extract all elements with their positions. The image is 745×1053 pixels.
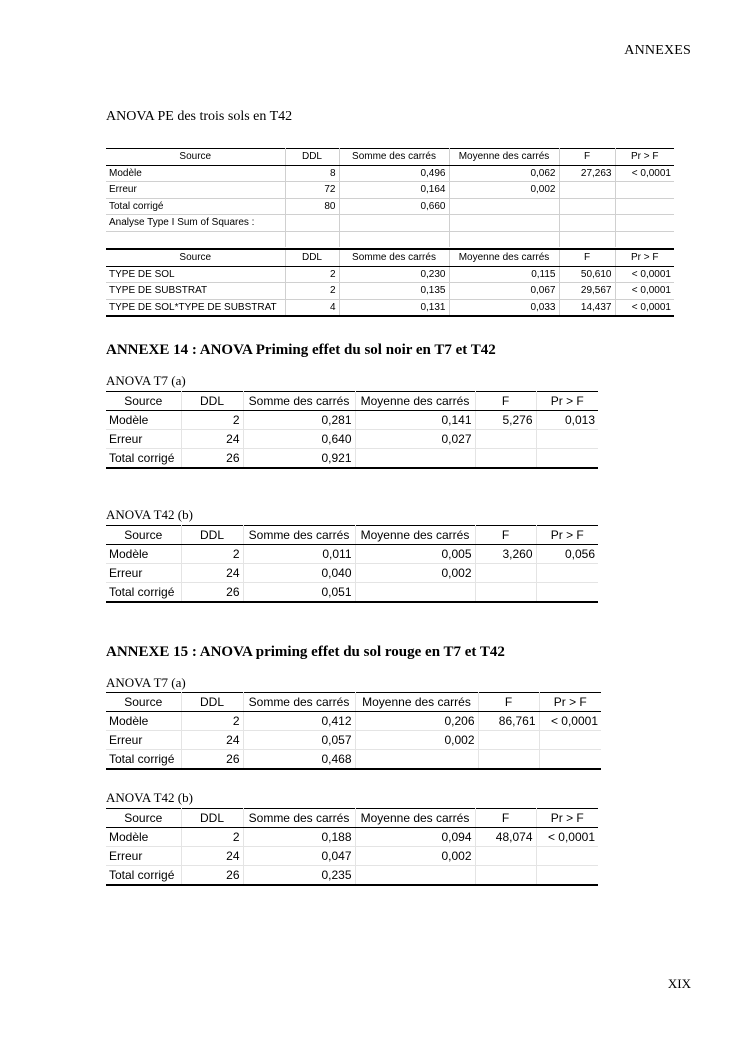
cell: < 0,0001 xyxy=(539,712,601,731)
cell: 0,660 xyxy=(339,198,449,215)
cell xyxy=(615,231,674,247)
table-row xyxy=(106,430,598,449)
cell: < 0,0001 xyxy=(615,283,674,300)
cell: 3,260 xyxy=(475,545,536,564)
cell: 2 xyxy=(285,283,339,300)
cell: 8 xyxy=(285,165,339,182)
col-header-pr: Pr > F xyxy=(536,809,598,828)
col-header-moyenne: Moyenne des carrés xyxy=(449,249,559,266)
analyse-type-label: Analyse Type I Sum of Squares : xyxy=(106,215,285,232)
annexe14-title: ANNEXE 14 : ANOVA Priming effet du sol noir en T7 et T42 xyxy=(106,342,496,358)
cell: Modèle xyxy=(106,545,181,564)
annexe15-caption-a: ANOVA T7 (a) xyxy=(106,675,186,690)
cell xyxy=(539,750,601,770)
annexe14-caption-a: ANOVA T7 (a) xyxy=(106,373,186,388)
annexe15-table-t7 xyxy=(106,692,601,770)
cell xyxy=(615,215,674,232)
cell: 4 xyxy=(285,299,339,316)
cell xyxy=(285,231,339,247)
col-header-ddl: DDL xyxy=(285,249,339,266)
cell: 29,567 xyxy=(559,283,615,300)
col-header-f: F xyxy=(475,809,536,828)
col-header-pr: Pr > F xyxy=(615,149,674,166)
annexe14-table-t7 xyxy=(106,391,598,469)
cell: 0,002 xyxy=(449,182,559,199)
cell: 80 xyxy=(285,198,339,215)
cell: Erreur xyxy=(106,731,181,750)
annexe14-table-t42 xyxy=(106,525,598,603)
cell xyxy=(106,231,285,247)
col-header-somme: Somme des carrés xyxy=(339,249,449,266)
cell: 72 xyxy=(285,182,339,199)
col-header-ddl: DDL xyxy=(181,526,243,545)
cell: 50,610 xyxy=(559,266,615,283)
cell: 24 xyxy=(181,731,243,750)
cell xyxy=(559,182,615,199)
table-row xyxy=(106,411,598,430)
col-header-source: Source xyxy=(106,149,285,166)
col-header-moyenne: Moyenne des carrés xyxy=(355,526,475,545)
cell xyxy=(475,449,536,469)
col-header-somme: Somme des carrés xyxy=(243,392,355,411)
cell xyxy=(355,750,478,770)
cell: 0,640 xyxy=(243,430,355,449)
cell: 0,062 xyxy=(449,165,559,182)
cell: Erreur xyxy=(106,430,181,449)
cell xyxy=(559,215,615,232)
table-row xyxy=(106,165,674,182)
col-header-ddl: DDL xyxy=(181,392,243,411)
cell: TYPE DE SOL xyxy=(106,266,285,283)
cell: Total corrigé xyxy=(106,866,181,886)
cell xyxy=(478,750,539,770)
cell: Erreur xyxy=(106,182,285,199)
cell: 86,761 xyxy=(478,712,539,731)
cell xyxy=(536,866,598,886)
col-header-somme: Somme des carrés xyxy=(243,809,355,828)
cell: 0,005 xyxy=(355,545,475,564)
col-header-pr: Pr > F xyxy=(536,392,598,411)
table-row xyxy=(106,731,601,750)
table-row xyxy=(106,266,674,283)
anova-pe-title: ANOVA PE des trois sols en T42 xyxy=(106,109,293,124)
cell xyxy=(449,231,559,247)
analyse-row xyxy=(106,215,674,232)
table-row xyxy=(106,866,598,886)
annexe15-title: ANNEXE 15 : ANOVA priming effet du sol rouge en T7 et T42 xyxy=(106,644,505,660)
cell: Total corrigé xyxy=(106,198,285,215)
cell: 26 xyxy=(181,583,243,603)
col-header-moyenne: Moyenne des carrés xyxy=(355,693,478,712)
cell xyxy=(559,198,615,215)
table-row xyxy=(106,283,674,300)
col-header-f: F xyxy=(478,693,539,712)
cell: 0,013 xyxy=(536,411,598,430)
cell: 0,206 xyxy=(355,712,478,731)
cell: 2 xyxy=(285,266,339,283)
cell: 0,235 xyxy=(243,866,355,886)
cell: 0,468 xyxy=(243,750,355,770)
cell: 48,074 xyxy=(475,828,536,847)
cell xyxy=(536,430,598,449)
cell: 2 xyxy=(181,545,243,564)
cell xyxy=(559,231,615,247)
col-header-f: F xyxy=(475,392,536,411)
col-header-pr: Pr > F xyxy=(615,249,674,266)
cell xyxy=(475,564,536,583)
cell: 2 xyxy=(181,712,243,731)
table-row xyxy=(106,828,598,847)
cell xyxy=(615,182,674,199)
cell: Modèle xyxy=(106,165,285,182)
cell: 0,056 xyxy=(536,545,598,564)
cell: Modèle xyxy=(106,712,181,731)
col-header-source: Source xyxy=(106,526,181,545)
cell: 0,281 xyxy=(243,411,355,430)
cell: 26 xyxy=(181,866,243,886)
col-header-pr: Pr > F xyxy=(536,526,598,545)
cell: 24 xyxy=(181,430,243,449)
cell: 0,115 xyxy=(449,266,559,283)
cell xyxy=(355,583,475,603)
table-row xyxy=(106,847,598,866)
cell: Modèle xyxy=(106,828,181,847)
cell: 0,230 xyxy=(339,266,449,283)
cell: 0,040 xyxy=(243,564,355,583)
col-header-ddl: DDL xyxy=(181,693,243,712)
col-header-source: Source xyxy=(106,249,285,266)
cell: Erreur xyxy=(106,847,181,866)
cell: 14,437 xyxy=(559,299,615,316)
cell: 0,496 xyxy=(339,165,449,182)
cell xyxy=(449,198,559,215)
cell: 27,263 xyxy=(559,165,615,182)
cell: 26 xyxy=(181,449,243,469)
col-header-moyenne: Moyenne des carrés xyxy=(355,392,475,411)
cell: 0,047 xyxy=(243,847,355,866)
table-row xyxy=(106,449,598,469)
cell: 0,011 xyxy=(243,545,355,564)
table-row xyxy=(106,712,601,731)
cell: 5,276 xyxy=(475,411,536,430)
cell: 2 xyxy=(181,828,243,847)
cell xyxy=(478,731,539,750)
cell xyxy=(615,198,674,215)
cell: 0,002 xyxy=(355,564,475,583)
cell: 24 xyxy=(181,564,243,583)
cell xyxy=(339,231,449,247)
col-header-somme: Somme des carrés xyxy=(339,149,449,166)
col-header-ddl: DDL xyxy=(181,809,243,828)
cell: TYPE DE SOL*TYPE DE SUBSTRAT xyxy=(106,299,285,316)
cell xyxy=(339,215,449,232)
col-header-source: Source xyxy=(106,392,181,411)
cell xyxy=(539,731,601,750)
cell: 0,135 xyxy=(339,283,449,300)
annexe14-caption-b: ANOVA T42 (b) xyxy=(106,507,193,522)
cell: < 0,0001 xyxy=(615,266,674,283)
col-header-source: Source xyxy=(106,693,181,712)
type1-table xyxy=(106,248,674,317)
cell xyxy=(475,583,536,603)
col-header-somme: Somme des carrés xyxy=(243,526,355,545)
cell: 0,188 xyxy=(243,828,355,847)
cell xyxy=(355,866,475,886)
cell: 0,002 xyxy=(355,731,478,750)
col-header-source: Source xyxy=(106,809,181,828)
anova-pe-table xyxy=(106,148,674,247)
cell xyxy=(536,449,598,469)
table-row xyxy=(106,583,598,603)
cell: 0,921 xyxy=(243,449,355,469)
col-header-f: F xyxy=(559,149,615,166)
cell xyxy=(475,866,536,886)
page-header: ANNEXES xyxy=(624,43,691,58)
annexe15-table-t42 xyxy=(106,808,598,886)
cell: 24 xyxy=(181,847,243,866)
col-header-ddl: DDL xyxy=(285,149,339,166)
cell: Erreur xyxy=(106,564,181,583)
cell: 0,033 xyxy=(449,299,559,316)
cell xyxy=(536,583,598,603)
cell: < 0,0001 xyxy=(615,165,674,182)
cell: Modèle xyxy=(106,411,181,430)
table-row xyxy=(106,299,674,316)
cell: 0,094 xyxy=(355,828,475,847)
table-row xyxy=(106,198,674,215)
cell xyxy=(475,430,536,449)
cell: Total corrigé xyxy=(106,750,181,770)
col-header-somme: Somme des carrés xyxy=(243,693,355,712)
cell: 2 xyxy=(181,411,243,430)
cell xyxy=(536,847,598,866)
cell: 0,051 xyxy=(243,583,355,603)
table-row xyxy=(106,564,598,583)
col-header-moyenne: Moyenne des carrés xyxy=(449,149,559,166)
cell: 0,057 xyxy=(243,731,355,750)
cell xyxy=(475,847,536,866)
table-row xyxy=(106,182,674,199)
col-header-f: F xyxy=(559,249,615,266)
cell: 0,027 xyxy=(355,430,475,449)
cell: 0,067 xyxy=(449,283,559,300)
cell: < 0,0001 xyxy=(536,828,598,847)
table-row xyxy=(106,545,598,564)
spacer-row xyxy=(106,231,674,247)
cell: 26 xyxy=(181,750,243,770)
cell xyxy=(536,564,598,583)
cell: < 0,0001 xyxy=(615,299,674,316)
page-number: XIX xyxy=(667,976,691,991)
cell: 0,141 xyxy=(355,411,475,430)
cell: 0,002 xyxy=(355,847,475,866)
cell: TYPE DE SUBSTRAT xyxy=(106,283,285,300)
cell: Total corrigé xyxy=(106,583,181,603)
cell: 0,164 xyxy=(339,182,449,199)
cell: 0,412 xyxy=(243,712,355,731)
cell: 0,131 xyxy=(339,299,449,316)
cell: Total corrigé xyxy=(106,449,181,469)
col-header-pr: Pr > F xyxy=(539,693,601,712)
annexe15-caption-b: ANOVA T42 (b) xyxy=(106,790,193,805)
table-row xyxy=(106,750,601,770)
cell xyxy=(355,449,475,469)
col-header-moyenne: Moyenne des carrés xyxy=(355,809,475,828)
col-header-f: F xyxy=(475,526,536,545)
cell xyxy=(285,215,339,232)
cell xyxy=(449,215,559,232)
